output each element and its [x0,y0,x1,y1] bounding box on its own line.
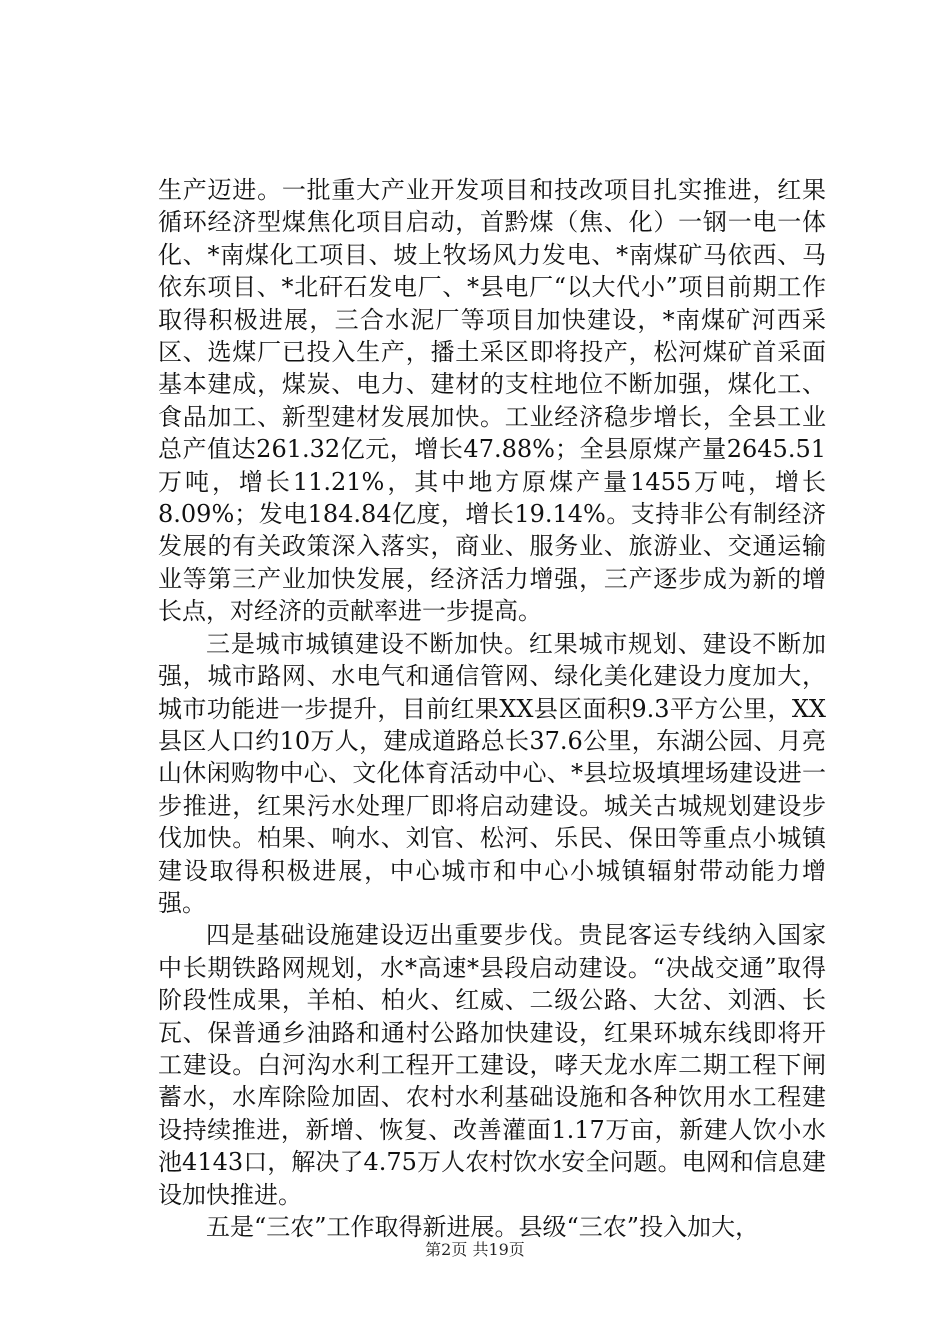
paragraph-industry-continued: 生产迈进。一批重大产业开发项目和技改项目扎实推进，红果循环经济型煤焦化项目启动，首黔煤（焦、化）一钢一电一体化、*南煤化工项目、坡上牧场风力发电、*南煤矿马依西、马依东项目、*北矸石发电厂、*县电厂“以大代小”项目前期工作取得积极进展，三合水泥厂等项目加快建设，*南煤矿河西采区、选煤厂已投入生产，播土采区即将投产，松河煤矿首采面基本建成，煤炭、电力、建材的支柱地位不断加强，煤化工、食品加工、新型建材发展加快。工业经济稳步增长，全县工业总产值达261.32亿元，增长47.88%；全县原煤产量2645.51万吨，增长11.21%，其中地方原煤产量1455万吨，增长8.09%；发电184.84亿度，增长19.14%。支持非公有制经济发展的有关政策深入落实，商业、服务业、旅游业、交通运输业等第三产业加快发展，经济活力增强，三产逐步成为新的增长点，对经济的贡献率进一步提高。 [158,176,826,626]
paragraph-agriculture: 五是“三农”工作取得新进展。县级“三农”投入加大， [206,1213,760,1241]
paragraph-urban-construction: 三是城市城镇建设不断加快。红果城市规划、建设不断加强，城市路网、水电气和通信管网、绿化美化建设力度加大，城市功能进一步提升，目前红果XX县区面积9.3平方公里，XX县区人口约10万人，建成道路总长37.6公里，东湖公园、月亮山休闲购物中心、文化体育活动中心、*县垃圾填埋场建设进一步推进，红果污水处理厂即将启动建设。城关古城规划建设步伐加快。柏果、响水、刘官、松河、乐民、保田等重点小城镇建设取得积极进展，中心城市和中心小城镇辐射带动能力增强。 [158,629,826,917]
document-body [158,174,826,1243]
page-number-indicator: 第2页 共19页 [425,1240,525,1259]
paragraph-infrastructure: 四是基础设施建设迈出重要步伐。贵昆客运专线纳入国家中长期铁路网规划，水*高速*县段启动建设。“决战交通”取得阶段性成果，羊柏、柏火、红威、二级公路、大岔、刘洒、长瓦、保普通乡油路和通村公路加快建设，红果环城东线即将开工建设。白河沟水利工程开工建设，哮天龙水库二期工程下闸蓄水，水库除险加固、农村水利基础设施和各种饮用水工程建设持续推进，新增、恢复、改善灌面1.17万亩，新建人饮小水池4143口，解决了4.75万人农村饮水安全问题。电网和信息建设加快推进。 [158,921,826,1209]
page-footer [0,1240,950,1260]
